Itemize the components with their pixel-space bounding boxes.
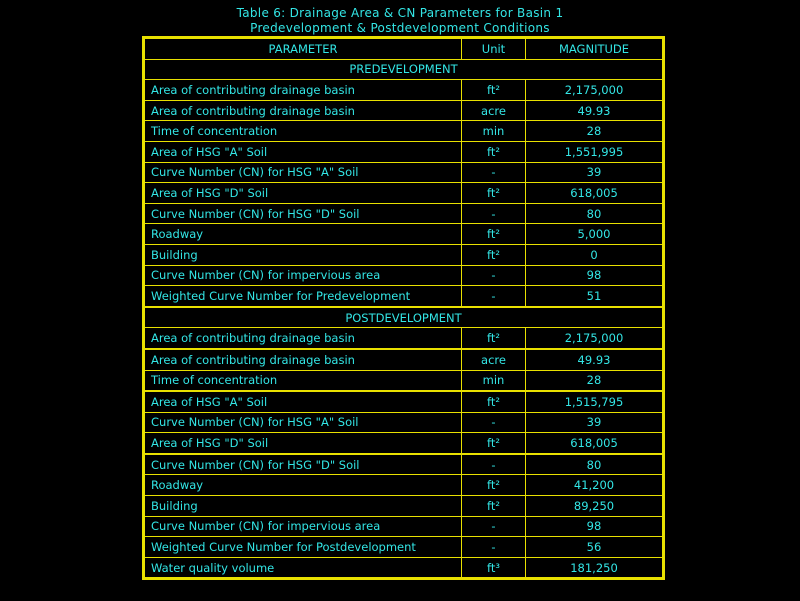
table-row xyxy=(144,370,664,391)
cell-parameter: Curve Number (CN) for HSG "D" Soil xyxy=(144,454,462,475)
header-parameter: PARAMETER xyxy=(144,38,462,60)
cell-parameter: Building xyxy=(144,244,462,265)
table-row xyxy=(144,183,664,204)
cell-parameter: Area of contributing drainage basin xyxy=(144,349,462,370)
table-row xyxy=(144,433,664,454)
table-row xyxy=(144,286,664,307)
cell-magnitude: 39 xyxy=(526,162,664,183)
cell-unit: - xyxy=(462,286,526,307)
table-body xyxy=(144,59,664,579)
cell-magnitude: 1,515,795 xyxy=(526,391,664,412)
table-row xyxy=(144,496,664,517)
cell-parameter: Curve Number (CN) for impervious area xyxy=(144,516,462,537)
cell-magnitude: 80 xyxy=(526,454,664,475)
cell-magnitude: 5,000 xyxy=(526,224,664,245)
cell-unit: acre xyxy=(462,349,526,370)
table-title: Table 6: Drainage Area & CN Parameters for Basin 1 xyxy=(236,6,564,20)
cell-unit: min xyxy=(462,121,526,142)
cell-unit: ft² xyxy=(462,496,526,517)
cell-parameter: Area of HSG "A" Soil xyxy=(144,391,462,412)
header-unit: Unit xyxy=(462,38,526,60)
section-label: PREDEVELOPMENT xyxy=(144,59,664,80)
cell-unit: min xyxy=(462,370,526,391)
cell-magnitude: 98 xyxy=(526,516,664,537)
cell-unit: - xyxy=(462,162,526,183)
header-magnitude: MAGNITUDE xyxy=(526,38,664,60)
cell-parameter: Area of HSG "D" Soil xyxy=(144,433,462,454)
cell-magnitude: 28 xyxy=(526,121,664,142)
cell-unit: ft² xyxy=(462,328,526,349)
cell-unit: ft² xyxy=(462,391,526,412)
cell-magnitude: 51 xyxy=(526,286,664,307)
cell-parameter: Area of HSG "D" Soil xyxy=(144,183,462,204)
cell-unit: - xyxy=(462,537,526,558)
cell-unit: - xyxy=(462,203,526,224)
cell-unit: ft² xyxy=(462,141,526,162)
table-row xyxy=(144,328,664,349)
table-row xyxy=(144,203,664,224)
section-predevelopment xyxy=(144,59,664,80)
cell-unit: - xyxy=(462,265,526,286)
cell-unit: ft² xyxy=(462,183,526,204)
cell-magnitude: 49.93 xyxy=(526,349,664,370)
cell-parameter: Weighted Curve Number for Postdevelopment xyxy=(144,537,462,558)
table-row xyxy=(144,537,664,558)
table-row xyxy=(144,265,664,286)
cell-parameter: Curve Number (CN) for HSG "A" Soil xyxy=(144,412,462,433)
table-row xyxy=(144,162,664,183)
cell-parameter: Area of HSG "A" Soil xyxy=(144,141,462,162)
table-subtitle: Predevelopment & Postdevelopment Conditions xyxy=(250,21,550,35)
cell-magnitude: 618,005 xyxy=(526,183,664,204)
cell-magnitude: 89,250 xyxy=(526,496,664,517)
cell-magnitude: 49.93 xyxy=(526,100,664,121)
table-row xyxy=(144,224,664,245)
cell-magnitude: 181,250 xyxy=(526,557,664,579)
table-row xyxy=(144,516,664,537)
table-row xyxy=(144,121,664,142)
cell-unit: - xyxy=(462,454,526,475)
table-row xyxy=(144,349,664,370)
table-row xyxy=(144,80,664,101)
cell-unit: ft² xyxy=(462,224,526,245)
cell-parameter: Curve Number (CN) for impervious area xyxy=(144,265,462,286)
cell-magnitude: 2,175,000 xyxy=(526,80,664,101)
table-row xyxy=(144,244,664,265)
table-row xyxy=(144,391,664,412)
cell-parameter: Building xyxy=(144,496,462,517)
section-postdevelopment xyxy=(144,307,664,328)
section-label: POSTDEVELOPMENT xyxy=(144,307,664,328)
cell-unit: - xyxy=(462,516,526,537)
cell-magnitude: 80 xyxy=(526,203,664,224)
cell-parameter: Time of concentration xyxy=(144,370,462,391)
cell-parameter: Area of contributing drainage basin xyxy=(144,328,462,349)
cell-unit: acre xyxy=(462,100,526,121)
cell-unit: ft² xyxy=(462,244,526,265)
cell-magnitude: 618,005 xyxy=(526,433,664,454)
cell-magnitude: 56 xyxy=(526,537,664,558)
cell-unit: ft² xyxy=(462,80,526,101)
cell-magnitude: 39 xyxy=(526,412,664,433)
parameters-table xyxy=(142,36,665,580)
cell-unit: - xyxy=(462,412,526,433)
cell-parameter: Weighted Curve Number for Predevelopment xyxy=(144,286,462,307)
table-row xyxy=(144,475,664,496)
cell-magnitude: 28 xyxy=(526,370,664,391)
table-row xyxy=(144,412,664,433)
table-row xyxy=(144,141,664,162)
table-row xyxy=(144,100,664,121)
table-row xyxy=(144,557,664,579)
cell-unit: ft² xyxy=(462,433,526,454)
cell-unit: ft³ xyxy=(462,557,526,579)
table-row xyxy=(144,454,664,475)
cell-parameter: Curve Number (CN) for HSG "A" Soil xyxy=(144,162,462,183)
cell-parameter: Curve Number (CN) for HSG "D" Soil xyxy=(144,203,462,224)
cell-parameter: Roadway xyxy=(144,475,462,496)
header-row xyxy=(144,38,664,60)
cell-magnitude: 0 xyxy=(526,244,664,265)
cell-magnitude: 2,175,000 xyxy=(526,328,664,349)
cell-magnitude: 41,200 xyxy=(526,475,664,496)
cell-parameter: Roadway xyxy=(144,224,462,245)
cell-parameter: Water quality volume xyxy=(144,557,462,579)
cell-unit: ft² xyxy=(462,475,526,496)
cell-magnitude: 98 xyxy=(526,265,664,286)
cell-parameter: Area of contributing drainage basin xyxy=(144,80,462,101)
cell-magnitude: 1,551,995 xyxy=(526,141,664,162)
cell-parameter: Area of contributing drainage basin xyxy=(144,100,462,121)
cell-parameter: Time of concentration xyxy=(144,121,462,142)
